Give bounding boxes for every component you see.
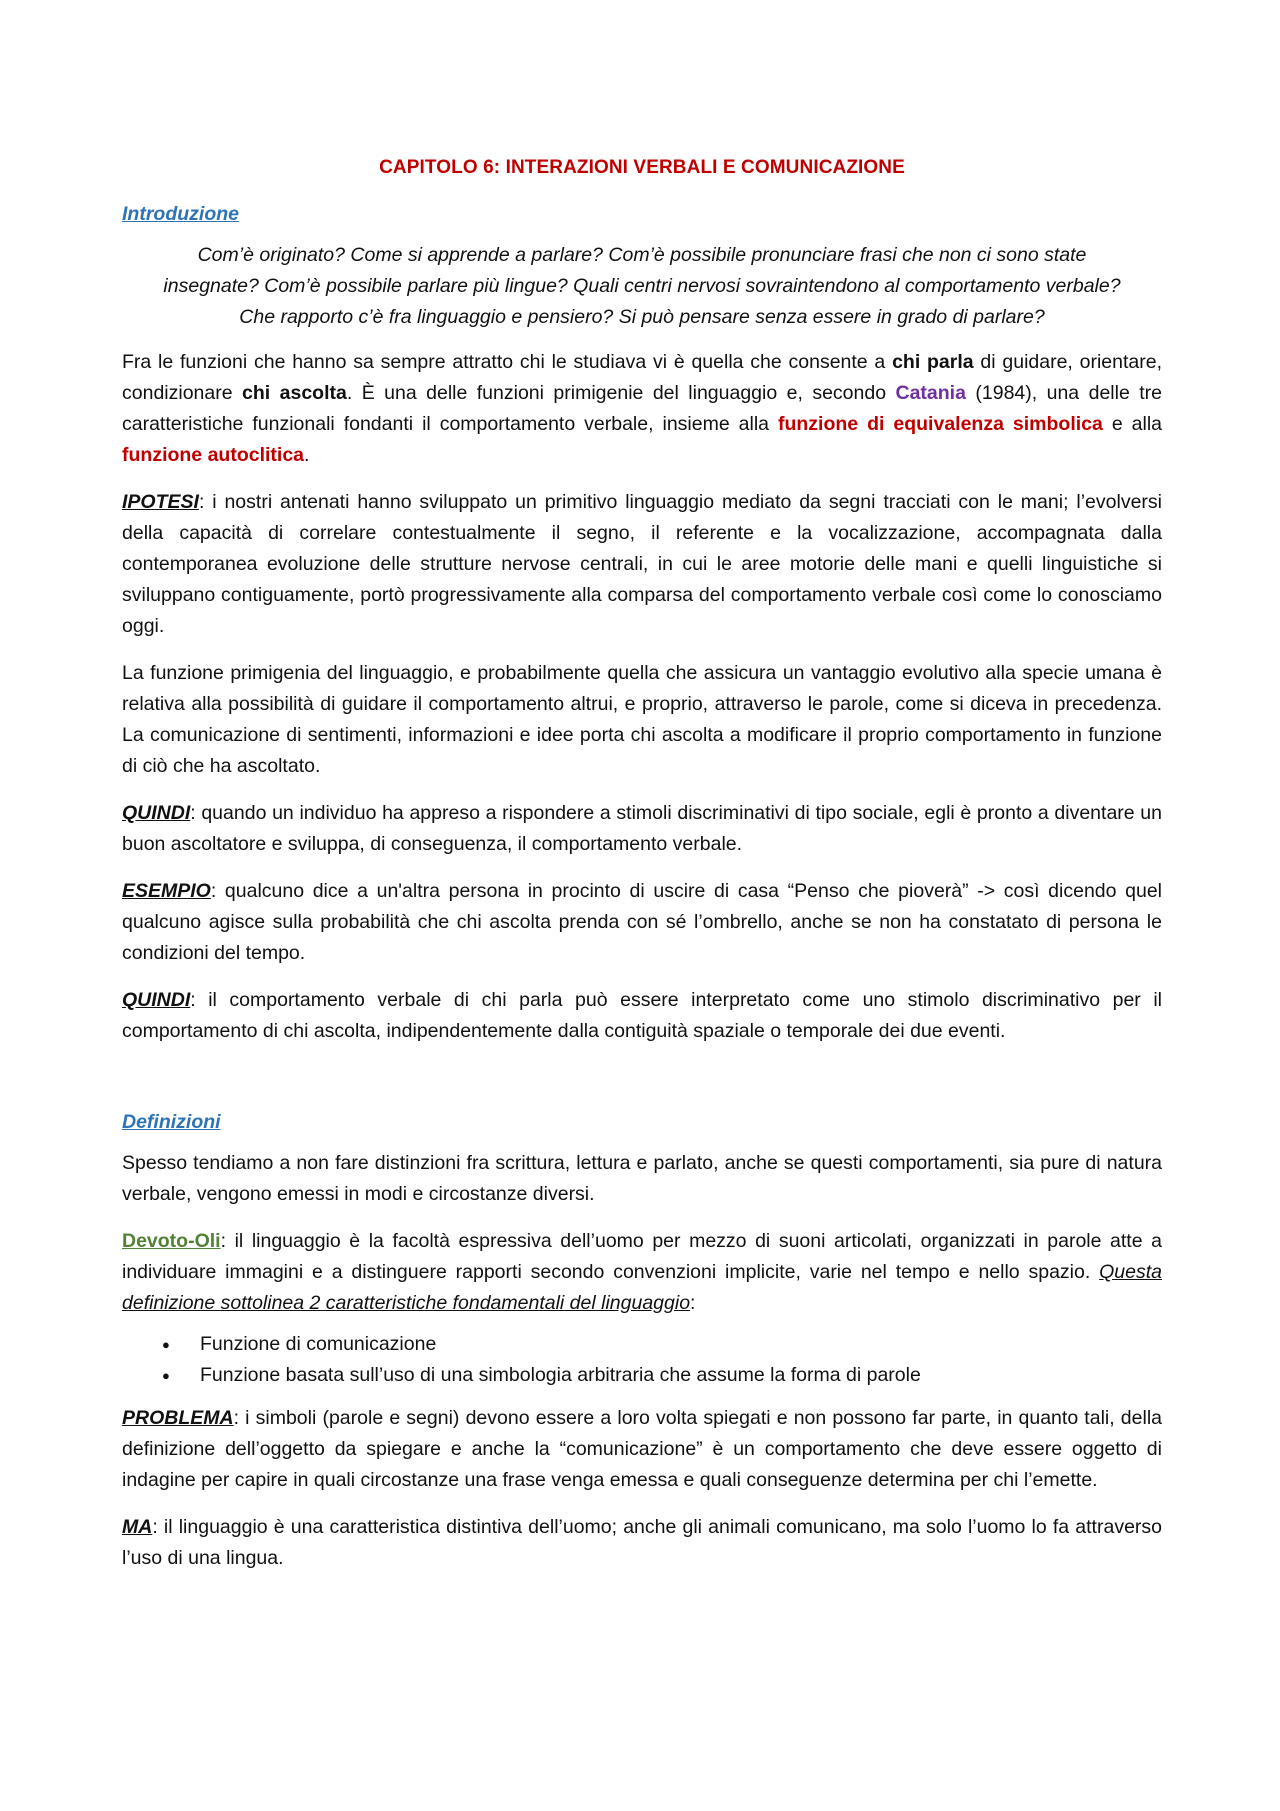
paragraph-problema	[122, 1403, 1162, 1496]
text-run: Fra le funzioni che hanno sa sempre attratto chi le studiava vi è quella che consente a	[122, 351, 893, 373]
paragraph-funzione-primigenia: La funzione primigenia del linguaggio, e probabilmente quella che assicura un vantaggio evolutivo alla specie umana è relativa alla possibilità di guidare il comportamento altrui, e proprio, attraverso le parole, come si diceva in precedenza. La comunicazione di sentimenti, informazioni e idee porta chi ascolta a modificare il proprio comportamento in funzione di ciò che ha ascoltato.	[122, 662, 1162, 777]
section-heading-introduzione: Introduzione	[122, 203, 239, 225]
section-spacer	[122, 1063, 1162, 1107]
label-ipotesi: IPOTESI	[122, 491, 199, 513]
text-run: .	[304, 444, 310, 466]
list-item: ● Funzione basata sull’uso di una simbologia arbitraria che assume la forma di parole	[122, 1360, 1162, 1391]
emphasis-definizione: Questa definizione sottolinea 2 caratteristiche fondamentali del linguaggio	[122, 1261, 1162, 1314]
text-run: e alla	[1102, 413, 1162, 435]
label-esempio: ESEMPIO	[122, 880, 211, 902]
chapter-title: CAPITOLO 6: INTERAZIONI VERBALI E COMUNICAZIONE	[379, 157, 905, 178]
paragraph-esempio	[122, 876, 1162, 969]
paragraph-funzioni	[122, 347, 1162, 471]
source-devoto-oli: Devoto-Oli	[122, 1230, 221, 1252]
text-run: di guidare, orientare, condizionare	[122, 351, 1163, 404]
label-quindi: QUINDI	[122, 802, 191, 824]
author-catania: Catania	[895, 382, 966, 404]
text-run: : i nostri antenati hanno sviluppato un primitivo linguaggio mediato da segni tracciati con le mani; l’evolversi della capacità di correlare contestualmente il segno, il referente e la vocalizzazione, accompagnata dalla contemporanea evoluzione delle strutture nervose centrali, in cui le aree motorie delle mani e quelli linguistiche si sviluppano contiguamente, portò progressivamente alla comparsa del comportamento verbale così come lo conosciamo oggi.	[122, 491, 1162, 637]
text-run: : i simboli (parole e segni) devono essere a loro volta spiegati e non possono far parte, in quanto tali, della definizione dell’oggetto da spiegare e anche la “comunicazione” è un comportamento che deve essere oggetto di indagine per capire in quali circostanze una frase venga emessa e quali conseguenze determina per chi l’emette.	[122, 1407, 1162, 1491]
document-page	[122, 152, 1162, 1590]
label-problema: PROBLEMA	[122, 1407, 234, 1429]
paragraph-quindi-1	[122, 798, 1162, 860]
paragraph-distinzioni: Spesso tendiamo a non fare distinzioni fra scrittura, lettura e parlato, anche se questi comportamenti, sia pure di natura verbale, vengono emessi in modi e circostanze diversi.	[122, 1152, 1162, 1205]
highlight-equivalenza-simbolica: funzione di equivalenza simbolica	[777, 413, 1103, 435]
text-run: : il linguaggio è una caratteristica distintiva dell’uomo; anche gli animali comunicano, ma solo l’uomo lo fa attraverso l’uso di una lingua.	[122, 1516, 1162, 1569]
text-run: : quando un individuo ha appreso a rispondere a stimoli discriminativi di tipo sociale, egli è pronto a diventare un buon ascoltatore e sviluppa, di conseguenza, il comportamento verbale.	[122, 802, 1162, 855]
paragraph-quindi-2	[122, 985, 1162, 1047]
paragraph-ma	[122, 1512, 1162, 1574]
label-quindi: QUINDI	[122, 989, 191, 1011]
highlight-funzione-autoclitica: funzione autoclitica	[122, 444, 305, 466]
label-ma: MA	[122, 1516, 153, 1538]
bold-chi-ascolta: chi ascolta	[242, 382, 347, 404]
text-run: (1984), una delle tre caratteristiche funzionali fondanti il comportamento verbale, insieme alla	[122, 382, 1162, 435]
text-run: . È una delle funzioni primigenie del linguaggio e, secondo	[346, 382, 896, 404]
paragraph-ipotesi	[122, 487, 1162, 642]
text-run: :	[690, 1292, 696, 1314]
bold-chi-parla: chi parla	[892, 351, 974, 373]
text-run: : il linguaggio è la facoltà espressiva dell’uomo per mezzo di suoni articolati, organizzati in parole atte a individuare immagini e a distinguere rapporti secondo convenzioni implicite, varie nel tempo e nello spazio.	[122, 1230, 1162, 1283]
section-heading-definizioni: Definizioni	[122, 1111, 221, 1133]
text-run: : qualcuno dice a un'altra persona in procinto di uscire di casa “Penso che pioverà” -> così dicendo quel qualcuno agisce sulla probabilità che chi ascolta prenda con sé l’ombrello, anche se non ha constatato di persona le condizioni del tempo.	[122, 880, 1162, 964]
intro-questions: Com’è originato? Come si apprende a parlare? Com’è possibile pronunciare frasi che non ci sono state insegnate? Com’è possibile parlare più lingue? Quali centri nervosi sovraintendono al comportamento verbale? Che rapporto c’è fra linguaggio e pensiero? Si può pensare senza essere in grado di parlare?	[163, 244, 1121, 328]
list-item: ● Funzione di comunicazione	[122, 1329, 1162, 1360]
paragraph-devoto-oli	[122, 1226, 1162, 1319]
text-run: : il comportamento verbale di chi parla può essere interpretato come uno stimolo discriminativo per il comportamento di chi ascolta, indipendentemente dalla contiguità spaziale o temporale dei due eventi.	[122, 989, 1162, 1042]
bullet-list	[122, 1329, 1162, 1391]
